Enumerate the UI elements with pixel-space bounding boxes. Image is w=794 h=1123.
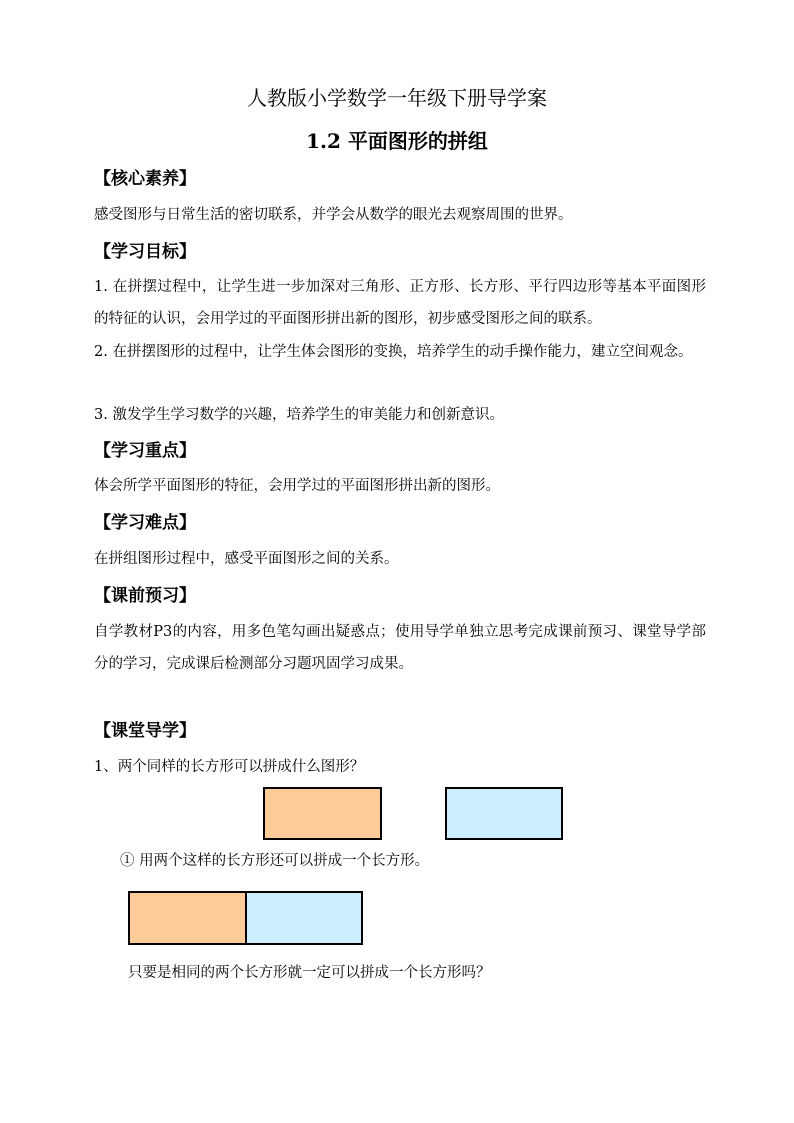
- goal-item-3: 3. 激发学生学习数学的兴趣，培养学生的审美能力和创新意识。: [94, 407, 504, 423]
- goal-item-2: 2. 在拼摆图形的过程中，让学生体会图形的变换，培养学生的动手操作能力，建立空间观念。: [94, 344, 693, 360]
- heading-classroom: 【课堂导学】: [94, 721, 196, 741]
- sub-question-1: ① 用两个这样的长方形还可以拼成一个长方形。: [120, 853, 430, 869]
- heading-key-points: 【学习重点】: [94, 441, 196, 461]
- orange-rectangle: [263, 787, 382, 840]
- document-title: 人教版小学数学一年级下册导学案: [247, 86, 547, 110]
- combined-rectangle-left: [128, 891, 247, 945]
- preview-text: 自学教材P3的内容，用多色笔勾画出疑惑点；使用导学单独立思考完成课前预习、课堂导学部分的学习，完成课后检测部分习题巩固学习成果。: [94, 624, 706, 672]
- difficulties-text: 在拼组图形过程中，感受平面图形之间的关系。: [94, 551, 399, 567]
- goal-item-1: 1. 在拼摆过程中，让学生进一步加深对三角形、正方形、长方形、平行四边形等基本平面图形的特征的认识，会用学过的平面图形拼出新的图形，初步感受图形之间的联系。: [94, 279, 706, 327]
- heading-preview: 【课前预习】: [94, 586, 196, 606]
- combined-rectangle-right: [245, 891, 363, 945]
- core-text: 感受图形与日常生活的密切联系，并学会从数学的眼光去观察周围的世界。: [94, 207, 573, 223]
- key-points-text: 体会所学平面图形的特征，会用学过的平面图形拼出新的图形。: [94, 478, 500, 494]
- heading-goals: 【学习目标】: [94, 242, 196, 262]
- heading-core: 【核心素养】: [94, 169, 196, 189]
- blue-rectangle: [445, 787, 563, 840]
- document-subtitle: 1.2 平面图形的拼组: [306, 129, 488, 153]
- question-1: 1、两个同样的长方形可以拼成什么图形？: [94, 759, 365, 775]
- heading-difficulties: 【学习难点】: [94, 513, 196, 533]
- question-2: 只要是相同的两个长方形就一定可以拼成一个长方形吗？: [128, 965, 491, 981]
